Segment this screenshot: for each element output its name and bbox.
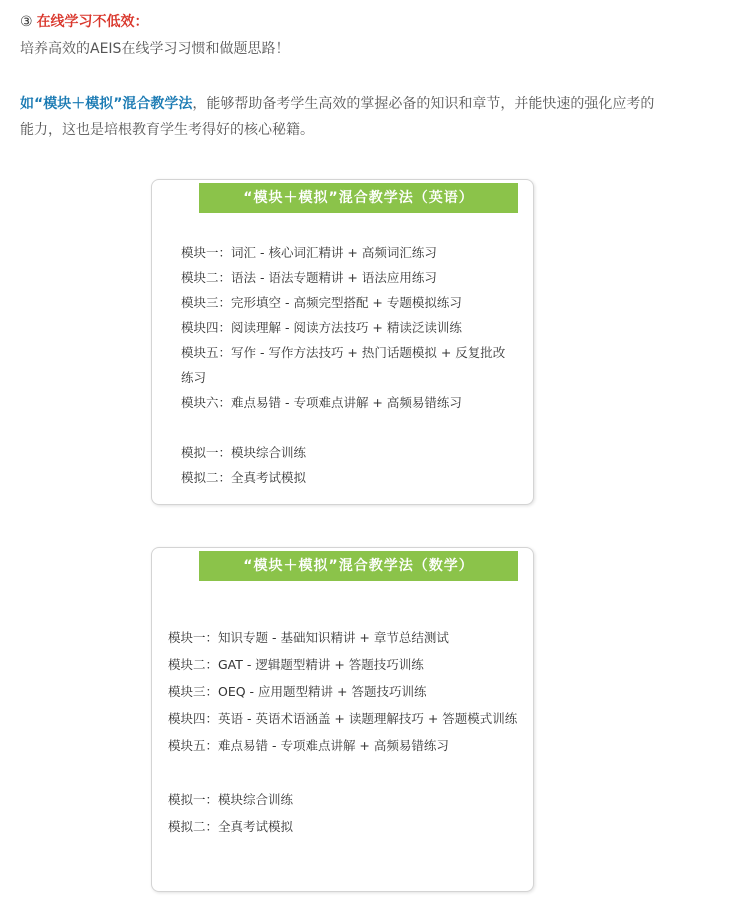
intro-text: ，能够帮助备考学生高效的掌握必备的知识和章节，并能快速的强化应考的能力，这也是培根教育学生考得好的核心秘籍。: [20, 96, 655, 138]
english-module-1: 模块一：词汇 - 核心词汇精讲 + 高频词汇练习: [181, 245, 437, 260]
math-card-banner: “模块＋模拟”混合教学法（数学）: [199, 551, 518, 581]
math-mock-2: 模拟二：全真考试模拟: [168, 819, 294, 834]
section-title: 在线学习不低效：: [36, 14, 149, 30]
english-module-6: 模块六：难点易错 - 专项难点讲解 + 高频易错练习: [181, 395, 462, 410]
english-mock-1: 模拟一：模块综合训练: [181, 445, 307, 460]
english-module-3: 模块三：完形填空 - 高频完型搭配 + 专题模拟练习: [181, 295, 462, 310]
intro-paragraph: [20, 91, 660, 143]
english-card-banner: “模块＋模拟”混合教学法（英语）: [199, 183, 518, 213]
spacer: [168, 759, 518, 786]
intro-highlight: 如“模块＋模拟”混合教学法: [20, 96, 193, 112]
math-module-5: 模块五：难点易错 - 专项难点讲解 + 高频易错练习: [168, 738, 449, 753]
english-module-list: [181, 240, 511, 490]
section-subtitle: 培养高效的AEIS在线学习习惯和做题思路！: [20, 41, 290, 57]
math-method-card: [151, 547, 534, 892]
english-module-2: 模块二：语法 - 语法专题精讲 + 语法应用练习: [181, 270, 437, 285]
math-module-3: 模块三：OEQ - 应用题型精讲 + 答题技巧训练: [168, 684, 427, 699]
math-mock-1: 模拟一：模块综合训练: [168, 792, 294, 807]
english-module-5: 模块五：写作 - 写作方法技巧 + 热门话题模拟 + 反复批改练习: [181, 345, 506, 385]
english-mock-2: 模拟二：全真考试模拟: [181, 470, 307, 485]
spacer: [181, 415, 511, 440]
section-number: ③: [20, 14, 33, 30]
english-module-4: 模块四：阅读理解 - 阅读方法技巧 + 精读泛读训练: [181, 320, 462, 335]
section-heading: [20, 12, 149, 32]
english-method-card: [151, 179, 534, 505]
math-module-list: [168, 624, 518, 840]
math-module-4: 模块四：英语 - 英语术语涵盖 + 读题理解技巧 + 答题模式训练: [168, 711, 518, 726]
math-module-2: 模块二：GAT - 逻辑题型精讲 + 答题技巧训练: [168, 657, 424, 672]
math-module-1: 模块一：知识专题 - 基础知识精讲 + 章节总结测试: [168, 630, 449, 645]
